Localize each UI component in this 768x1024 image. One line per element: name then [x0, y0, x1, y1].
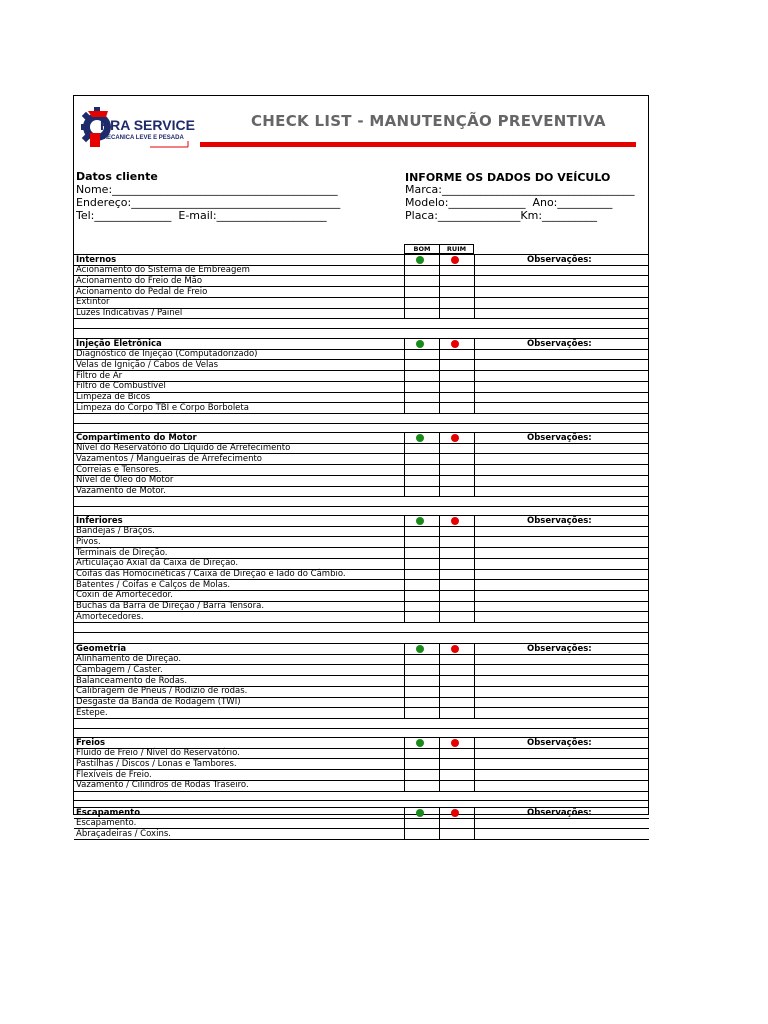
bad-checkbox-cell[interactable] [440, 676, 473, 685]
checklist-item: Nível do Reservatório do Líquido de Arrefecimento [76, 443, 291, 453]
observation-cell[interactable] [475, 276, 648, 285]
bad-checkbox-cell[interactable] [440, 819, 473, 828]
section-title: Inferiores [76, 516, 123, 526]
bad-checkbox-cell[interactable] [440, 465, 473, 474]
good-checkbox-cell[interactable] [405, 527, 438, 536]
page-title: CHECK LIST - MANUTENÇÃO PREVENTIVA [251, 112, 606, 130]
section-title: Freios [76, 738, 106, 748]
bad-status-icon [451, 645, 459, 653]
checklist-item: Escapamento. [76, 818, 137, 828]
bad-checkbox-cell[interactable] [440, 350, 473, 359]
good-checkbox-cell[interactable] [405, 548, 438, 557]
observation-cell[interactable] [475, 476, 648, 485]
section-title: Compartimento do Motor [76, 433, 197, 443]
bad-checkbox-cell[interactable] [440, 655, 473, 664]
hra-service-logo [80, 103, 195, 153]
checklist-item: Alinhamento de Direção. [76, 654, 182, 664]
checklist-item: Balanceamento de Rodas. [76, 676, 188, 686]
good-checkbox-cell[interactable] [405, 537, 438, 546]
bad-checkbox-cell[interactable] [440, 360, 473, 369]
good-checkbox-cell[interactable] [405, 371, 438, 380]
table-row-line [74, 800, 649, 801]
checklist-item: Correias e Tensores. [76, 465, 162, 475]
observation-cell[interactable] [475, 602, 648, 611]
table-row-line [74, 632, 649, 633]
checklist-item: Coxin de Amortecedor. [76, 590, 173, 600]
bad-checkbox-cell[interactable] [440, 403, 473, 412]
observation-cell[interactable] [475, 444, 648, 453]
bad-checkbox-cell[interactable] [440, 591, 473, 600]
checklist-item: Diagnóstico de Injeção (Computadorizado) [76, 349, 258, 359]
good-checkbox-cell[interactable] [405, 708, 438, 717]
good-checkbox-cell[interactable] [405, 360, 438, 369]
observation-cell[interactable] [475, 591, 648, 600]
good-checkbox-cell[interactable] [405, 309, 438, 318]
bad-checkbox-cell[interactable] [440, 276, 473, 285]
table-row-line [74, 328, 649, 329]
checklist-item: Filtro de Combustível [76, 381, 166, 391]
checklist-item: Abraçadeiras / Coxins. [76, 829, 171, 839]
observations-header: Observações: [527, 808, 592, 818]
bad-checkbox-cell[interactable] [440, 749, 473, 758]
observation-cell[interactable] [475, 676, 648, 685]
checklist-item: Coifas das Homocinéticas / Caixa de Direção e lado do Câmbio. [76, 569, 346, 579]
good-checkbox-cell[interactable] [405, 749, 438, 758]
checklist-item: Bandejas / Braços. [76, 526, 155, 536]
checklist-item: Acionamento do Sistema de Embreagem [76, 265, 250, 275]
good-checkbox-cell[interactable] [405, 612, 438, 621]
observation-cell[interactable] [475, 655, 648, 664]
bad-checkbox-cell[interactable] [440, 770, 473, 779]
observation-cell[interactable] [475, 665, 648, 674]
good-checkbox-cell[interactable] [405, 393, 438, 402]
bad-checkbox-cell[interactable] [440, 602, 473, 611]
section-title: Internos [76, 255, 117, 265]
bad-status-icon [451, 739, 459, 747]
table-row-line [74, 413, 649, 414]
table-row-line [74, 506, 649, 507]
good-checkbox-cell[interactable] [405, 266, 438, 275]
observation-cell[interactable] [475, 687, 648, 696]
bad-checkbox-cell[interactable] [440, 287, 473, 296]
checklist-item: Acionamento do Pedal de Freio [76, 287, 208, 297]
good-checkbox-cell[interactable] [405, 759, 438, 768]
observations-header: Observações: [527, 516, 592, 526]
bad-checkbox-cell[interactable] [440, 759, 473, 768]
checklist-item: Pastilhas / Discos / Lonas e Tambores. [76, 759, 237, 769]
good-checkbox-cell[interactable] [405, 781, 438, 790]
vehicle-plate-field[interactable]: Placa:_______________Km:__________ [405, 209, 598, 222]
checklist-item: Terminais de Direção. [76, 548, 168, 558]
observation-cell[interactable] [475, 770, 648, 779]
good-status-icon [416, 434, 424, 442]
checklist-item: Calibragem de Pneus / Rodizio de rodas. [76, 686, 248, 696]
bad-status-icon [451, 340, 459, 348]
good-status-icon [416, 739, 424, 747]
observation-cell[interactable] [475, 819, 648, 828]
bad-checkbox-cell[interactable] [440, 454, 473, 463]
observation-cell[interactable] [475, 360, 648, 369]
checklist-item: Flexíveis de Freio. [76, 770, 152, 780]
checklist-item: Vazamentos / Mangueiras de Arrefecimento [76, 454, 263, 464]
good-checkbox-cell[interactable] [405, 687, 438, 696]
observation-cell[interactable] [475, 580, 648, 589]
observation-cell[interactable] [475, 749, 648, 758]
checklist-item: Vazamento / Cilindros de Rodas Traseiro. [76, 780, 249, 790]
bad-checkbox-cell[interactable] [440, 298, 473, 307]
good-checkbox-cell[interactable] [405, 829, 438, 838]
good-checkbox-cell[interactable] [405, 276, 438, 285]
observation-cell[interactable] [475, 465, 648, 474]
good-checkbox-cell[interactable] [405, 444, 438, 453]
client-name-field[interactable]: Nome:_________________________________________ [76, 183, 338, 196]
section-title: Injeção Eletrônica [76, 339, 162, 349]
good-checkbox-cell[interactable] [405, 698, 438, 707]
bad-checkbox-cell[interactable] [440, 266, 473, 275]
good-checkbox-cell[interactable] [405, 819, 438, 828]
observation-cell[interactable] [475, 570, 648, 579]
bad-checkbox-cell[interactable] [440, 580, 473, 589]
good-checkbox-cell[interactable] [405, 350, 438, 359]
checklist-item: Estepe. [76, 708, 108, 718]
observation-cell[interactable] [475, 759, 648, 768]
bad-checkbox-cell[interactable] [440, 687, 473, 696]
observation-cell[interactable] [475, 403, 648, 412]
checklist-item: Batentes / Coifas e Calços de Molas. [76, 580, 231, 590]
good-checkbox-cell[interactable] [405, 676, 438, 685]
bad-checkbox-cell[interactable] [440, 444, 473, 453]
observation-cell[interactable] [475, 612, 648, 621]
observations-header: Observações: [527, 433, 592, 443]
observation-cell[interactable] [475, 382, 648, 391]
good-checkbox-cell[interactable] [405, 454, 438, 463]
checklist-item: Nível de Óleo do Motor [76, 475, 174, 485]
bad-checkbox-cell[interactable] [440, 708, 473, 717]
bad-checkbox-cell[interactable] [440, 698, 473, 707]
column-bad: RUIM [439, 244, 474, 254]
title-underline [200, 142, 636, 147]
bad-status-icon [451, 434, 459, 442]
checklist-item: Acionamento do Freio de Mão [76, 276, 203, 286]
bad-checkbox-cell[interactable] [440, 548, 473, 557]
observation-cell[interactable] [475, 698, 648, 707]
vehicle-model-field[interactable]: Modelo:______________ Ano:__________ [405, 196, 613, 209]
logo-tagline: MECANICA LEVE E PESADA [102, 135, 184, 141]
table-row-line [74, 791, 649, 792]
checklist-item: Pivos. [76, 537, 101, 547]
bad-checkbox-cell[interactable] [440, 570, 473, 579]
observations-header: Observações: [527, 339, 592, 349]
bad-checkbox-cell[interactable] [440, 829, 473, 838]
good-checkbox-cell[interactable] [405, 287, 438, 296]
bad-checkbox-cell[interactable] [440, 487, 473, 496]
good-checkbox-cell[interactable] [405, 602, 438, 611]
observations-header: Observações: [527, 644, 592, 654]
good-checkbox-cell[interactable] [405, 580, 438, 589]
bad-status-icon [451, 256, 459, 264]
checklist-item: Luzes Indicativas / Painel [76, 308, 183, 318]
table-row-line [74, 839, 649, 840]
good-checkbox-cell[interactable] [405, 298, 438, 307]
bad-checkbox-cell[interactable] [440, 559, 473, 568]
good-checkbox-cell[interactable] [405, 465, 438, 474]
client-heading: Datos cliente [76, 170, 158, 183]
client-address-field[interactable]: Endereço:______________________________________ [76, 196, 341, 209]
checklist-item: Extintor [76, 297, 110, 307]
good-checkbox-cell[interactable] [405, 403, 438, 412]
bad-checkbox-cell[interactable] [440, 665, 473, 674]
checklist-item: Desgaste da Banda de Rodagem (TWI) [76, 697, 241, 707]
section-title: Geometria [76, 644, 127, 654]
observation-cell[interactable] [475, 527, 648, 536]
good-checkbox-cell[interactable] [405, 382, 438, 391]
table-row-line [74, 718, 649, 719]
observation-cell[interactable] [475, 371, 648, 380]
observation-cell[interactable] [475, 287, 648, 296]
good-checkbox-cell[interactable] [405, 591, 438, 600]
observation-cell[interactable] [475, 266, 648, 275]
good-status-icon [416, 340, 424, 348]
observation-cell[interactable] [475, 487, 648, 496]
checklist-item: Buchas da Barra de Direção / Barra Tensora. [76, 601, 265, 611]
checklist-item: Velas de Ignição / Cabos de Velas [76, 360, 218, 370]
checklist-item: Limpeza de Bicos [76, 392, 151, 402]
observation-cell[interactable] [475, 548, 648, 557]
bad-checkbox-cell[interactable] [440, 393, 473, 402]
vehicle-heading: INFORME OS DADOS DO VEÍCULO [405, 171, 611, 184]
column-good: BOM [404, 244, 440, 254]
checklist-item: Filtro de Ar [76, 371, 123, 381]
checklist-item: Cambagem / Caster. [76, 665, 163, 675]
checklist-item: Amortecedores. [76, 612, 144, 622]
bad-checkbox-cell[interactable] [440, 781, 473, 790]
bad-checkbox-cell[interactable] [440, 309, 473, 318]
good-status-icon [416, 256, 424, 264]
bad-checkbox-cell[interactable] [440, 382, 473, 391]
checklist-item: Vazamento de Motor. [76, 486, 166, 496]
table-row-line [74, 728, 649, 729]
observation-cell[interactable] [475, 829, 648, 838]
vehicle-brand-field[interactable]: Marca:___________________________________ [405, 183, 635, 196]
bad-checkbox-cell[interactable] [440, 612, 473, 621]
observation-cell[interactable] [475, 298, 648, 307]
good-checkbox-cell[interactable] [405, 559, 438, 568]
checklist-item: Limpeza do Corpo TBI e Corpo Borboleta [76, 403, 249, 413]
good-status-icon [416, 517, 424, 525]
checklist-item: Fluido de Freio / Nível do Reservatório. [76, 748, 240, 758]
bad-status-icon [451, 517, 459, 525]
good-status-icon [416, 645, 424, 653]
observation-cell[interactable] [475, 708, 648, 717]
bad-status-icon [451, 809, 459, 817]
good-checkbox-cell[interactable] [405, 665, 438, 674]
observations-header: Observações: [527, 738, 592, 748]
good-checkbox-cell[interactable] [405, 770, 438, 779]
section-title: Escapamento [76, 808, 141, 818]
bad-checkbox-cell[interactable] [440, 537, 473, 546]
bad-checkbox-cell[interactable] [440, 527, 473, 536]
client-contact-field[interactable]: Tel:______________ E-mail:____________________ [76, 209, 327, 222]
observation-cell[interactable] [475, 559, 648, 568]
observation-cell[interactable] [475, 781, 648, 790]
good-checkbox-cell[interactable] [405, 487, 438, 496]
bad-checkbox-cell[interactable] [440, 476, 473, 485]
good-status-icon [416, 809, 424, 817]
table-row-line [74, 423, 649, 424]
observation-cell[interactable] [475, 454, 648, 463]
good-checkbox-cell[interactable] [405, 570, 438, 579]
checklist-item: Articulação Axial da Caixa de Direção. [76, 558, 239, 568]
table-row-line [74, 496, 649, 497]
logo-name: HRA SERVICE [100, 117, 195, 133]
table-row-line [74, 318, 649, 319]
good-checkbox-cell[interactable] [405, 655, 438, 664]
observations-header: Observações: [527, 255, 592, 265]
observation-cell[interactable] [475, 537, 648, 546]
table-row-line [74, 622, 649, 623]
good-checkbox-cell[interactable] [405, 476, 438, 485]
observation-cell[interactable] [475, 309, 648, 318]
observation-cell[interactable] [475, 393, 648, 402]
bad-checkbox-cell[interactable] [440, 371, 473, 380]
observation-cell[interactable] [475, 350, 648, 359]
